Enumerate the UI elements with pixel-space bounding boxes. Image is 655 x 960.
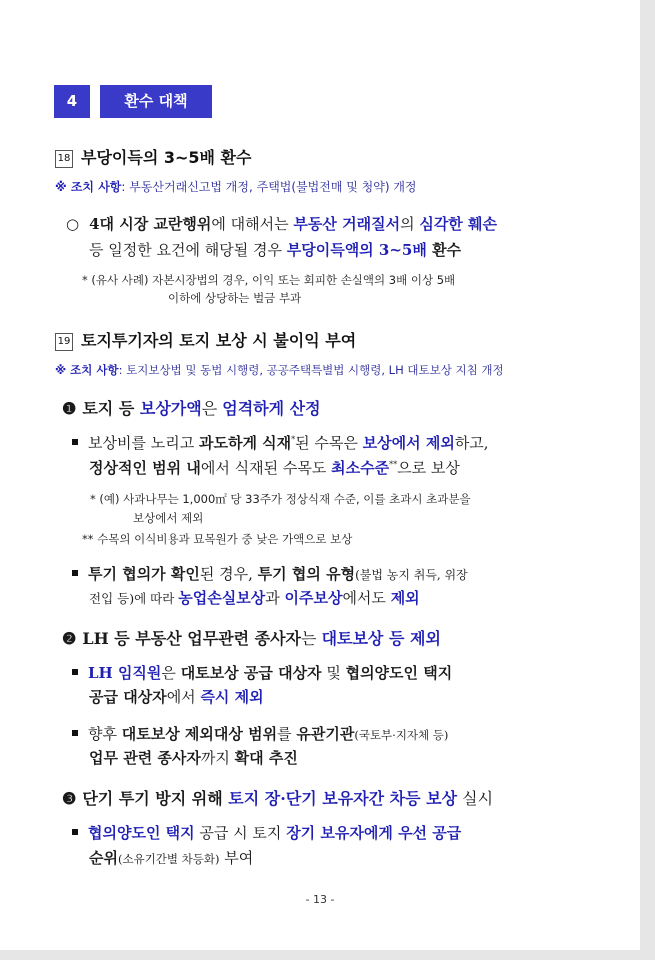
page-number: - 13 -: [305, 893, 335, 906]
bullet-2-line1: 투기 협의가 확인된 경우, 투기 협의 유형(불법 농지 취득, 위장: [72, 563, 468, 584]
bullet-1-note1b: 보상에서 제외: [133, 511, 204, 525]
circle-bullet: ○: [66, 215, 80, 233]
bullet-3-line2: 공급 대상자에서 즉시 제외: [89, 688, 264, 706]
section-title: 환수 대책: [100, 85, 212, 118]
item-18-note-line1: * (유사 사례) 자본시장법의 경우, 이익 또는 회피한 손실액의 3배 이상 5배: [82, 273, 456, 287]
square-bullet-icon: [72, 669, 78, 675]
square-bullet-icon: [72, 570, 78, 576]
action-label: ※ 조치 사항: [55, 363, 119, 377]
bullet-1-line1: 보상비를 노리고 과도하게 식재*된 수목은 보상에서 제외하고,: [72, 432, 489, 453]
item-19-action: [55, 362, 504, 378]
item-18-note-line2: 이하에 상당하는 벌금 부과: [168, 291, 302, 305]
square-bullet-icon: [72, 730, 78, 736]
item-18-marker: 18: [55, 150, 73, 168]
item-19-marker: 19: [55, 333, 73, 351]
section-number: 4: [54, 85, 90, 118]
number-2-icon: ❷: [62, 629, 77, 648]
bullet-5-line2: 순위(소유기간별 차등화) 부여: [89, 849, 254, 867]
bullet-2-line2: 전입 등)에 따라 농업손실보상과 이주보상에서도 제외: [89, 589, 420, 607]
viewer-scrollbar[interactable]: [640, 0, 655, 960]
item-18-action: [55, 178, 417, 195]
bullet-5-line1: 협의양도인 택지 공급 시 토지 장기 보유자에게 우선 공급: [72, 822, 461, 843]
bullet-3-line1: LH 임직원은 대토보상 공급 대상자 및 협의양도인 택지: [72, 662, 452, 683]
item-18-para-line1: ○ 4대 시장 교란행위에 대해서는 부동산 거래질서의 심각한 훼손: [66, 215, 498, 233]
sub-heading-3: ❸ 단기 투기 방지 위해 토지 장·단기 보유자간 차등 보상 실시: [62, 789, 494, 808]
bullet-4-line2: 업무 관련 종사자까지 확대 추진: [89, 749, 298, 767]
item-18-heading: [55, 145, 251, 168]
action-text: : 토지보상법 및 동법 시행령, 공공주택특별법 시행령, LH 대토보상 지침 개정: [118, 363, 504, 377]
square-bullet-icon: [72, 439, 78, 445]
item-18-para-line2: 등 일정한 요건에 해당될 경우 부당이득액의 3~5배 환수: [89, 241, 462, 259]
bullet-1-note1: * (예) 사과나무는 1,000㎡ 당 33주가 정상식재 수준, 이를 초과시 초과분을: [90, 492, 471, 506]
item-19-heading: [55, 328, 356, 351]
bullet-4-line1: 향후 대토보상 제외대상 범위를 유관기관(국토부·지자체 등): [72, 723, 448, 744]
number-1-icon: ❶: [62, 399, 77, 418]
action-label: ※ 조치 사항: [55, 180, 122, 194]
bullet-1-line2: 정상적인 범위 내에서 식재된 수목도 최소수준**으로 보상: [89, 459, 460, 477]
item-19-title: 토지투기자의 토지 보상 시 불이익 부여: [81, 331, 357, 350]
sub-heading-1: ❶ 토지 등 보상가액은 엄격하게 산정: [62, 399, 321, 418]
square-bullet-icon: [72, 829, 78, 835]
action-text: : 부동산거래신고법 개정, 주택법(불법전매 및 청약) 개정: [121, 180, 417, 194]
item-18-title: 부당이득의 3~5배 환수: [81, 148, 252, 167]
bullet-1-note2: ** 수목의 이식비용과 묘목원가 중 낮은 가액으로 보상: [82, 532, 353, 546]
sub-heading-2: ❷ LH 등 부동산 업무관련 종사자는 대토보상 등 제외: [62, 629, 441, 648]
number-3-icon: ❸: [62, 789, 77, 808]
